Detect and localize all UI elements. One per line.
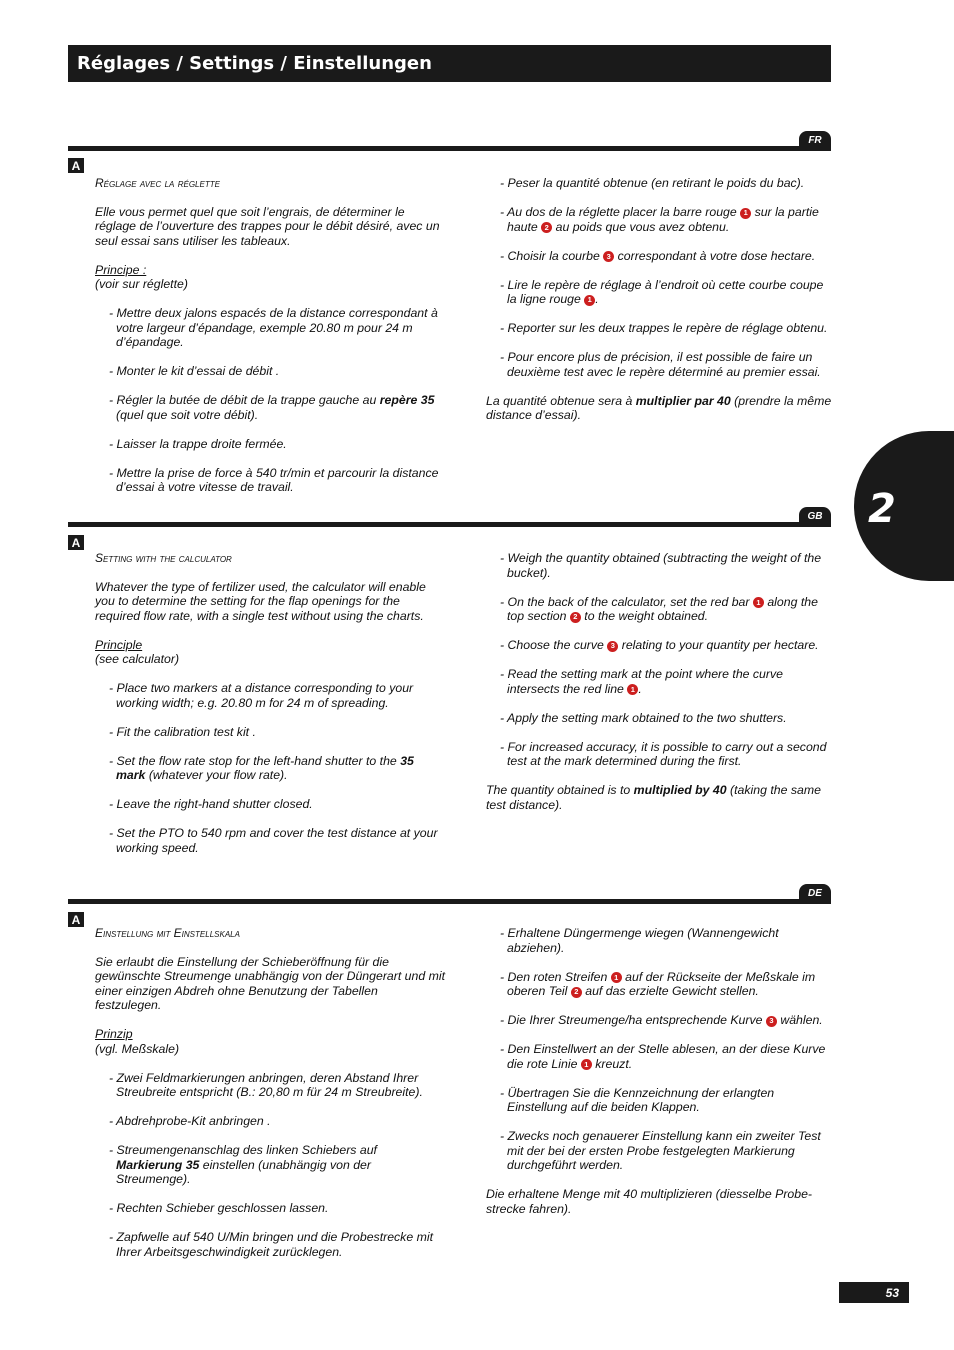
badge-3-icon: 3	[766, 1016, 777, 1027]
gb-step-5: - Set the PTO to 540 rpm and cover the test distance at your working speed.	[109, 826, 438, 855]
gb-conclusion: The quantity obtained is to multiplied by 40 (taking the same test distance).	[486, 783, 821, 812]
badge-2-icon: 2	[570, 612, 581, 623]
badge-1-icon: 1	[740, 208, 751, 219]
de-step-2: - Abdrehprobe-Kit anbringen .	[109, 1114, 271, 1128]
fr-intro: Elle vous permet quel que soit l’engrais, de déterminer le réglage de l’ouverture des trappes pour le débit désiré, avec un seul essai sans utiliser les tableaux.	[95, 204, 440, 248]
fr-step-2: - Monter le kit d’essai de débit .	[109, 364, 280, 378]
section-rule-gb	[68, 522, 831, 527]
gb-intro: Whatever the type of fertilizer used, the calculator will enable you to determine the setting for the flap openings for the required flow rate, with a single test without using the charts.	[95, 579, 426, 623]
de-rstep-5: - Übertragen Sie die Kennzeichnung der erlangten Einstellung auf die beiden Klappen.	[500, 1085, 775, 1114]
badge-3-icon: 3	[607, 641, 618, 652]
fr-rstep-5: - Reporter sur les deux trappes le repère de réglage obtenu.	[500, 321, 828, 335]
badge-2-icon: 2	[571, 987, 582, 998]
page-header	[68, 45, 831, 82]
chapter-number: 2	[868, 486, 896, 532]
de-step-3: - Streumengenanschlag des linken Schiebers auf Markierung 35 einstellen (unabhängig von der Streumenge).	[109, 1143, 377, 1186]
gb-step-2: - Fit the calibration test kit .	[109, 724, 256, 739]
gb-rstep-5: - Apply the setting mark obtained to the two shutters.	[500, 710, 787, 725]
gb-rstep-3: - Choose the curve 3 relating to your quantity per hectare.	[500, 638, 819, 652]
badge-1-icon: 1	[584, 295, 595, 306]
badge-3-icon: 3	[603, 251, 614, 262]
badge-1-icon: 1	[581, 1059, 592, 1070]
gb-rstep-6: - For increased accuracy, it is possible to carry out a second test at the mark determined during the first.	[500, 739, 827, 768]
gb-rstep-4: - Read the setting mark at the point where the curve intersects the red line 1 .	[500, 667, 783, 696]
gb-step-3: - Set the flow rate stop for the left-hand shutter to the 35 mark (whatever your flow rate).	[109, 753, 414, 782]
de-right-column	[486, 926, 836, 1231]
section-marker-fr: A	[68, 158, 84, 173]
fr-step-3: - Régler la butée de débit de la trappe gauche au repère 35 (quel que soit votre débit).	[109, 393, 435, 422]
fr-step-4: - Laisser la trappe droite fermée.	[109, 436, 287, 451]
gb-rstep-2: - On the back of the calculator, set the red bar 1 along the top section 2 to the weight obtained.	[500, 594, 818, 623]
gb-step-1: - Place two markers at a distance corresponding to your working width; e.g. 20.80 m for 24 m of spreading.	[109, 681, 414, 710]
gb-principle: Principle (see calculator)	[95, 637, 180, 666]
de-rstep-1: - Erhaltene Düngermenge wiegen (Wannengewicht abziehen).	[500, 926, 779, 955]
section-rule-de	[68, 899, 831, 904]
de-principle: Prinzip (vgl. Meßskale)	[95, 1027, 180, 1056]
de-section-title: Einstellung mit Einstellskala	[95, 926, 240, 940]
gb-step-4: - Leave the right-hand shutter closed.	[109, 797, 313, 811]
gb-section-title: Setting with the calculator	[95, 551, 232, 565]
badge-2-icon: 2	[541, 222, 552, 233]
fr-rstep-4: - Lire le repère de réglage à l’endroit où cette courbe coupe la ligne rouge 1 .	[500, 277, 824, 306]
page-number: 53	[839, 1282, 909, 1303]
fr-rstep-3: - Choisir la courbe 3 correspondant à votre dose hectare.	[500, 248, 816, 263]
gb-right-column	[486, 551, 836, 827]
badge-1-icon: 1	[753, 597, 764, 608]
de-rstep-6: - Zwecks noch genauerer Einstellung kann ein zweiter Test mit der bei der ersten Probe festgelegten Markierung durchgeführt werden.	[500, 1129, 821, 1172]
fr-conclusion: La quantité obtenue sera à multiplier par 40 (prendre la même distance d’essai).	[486, 393, 832, 422]
de-conclusion: Die erhaltene Menge mit 40 multiplizieren (diesselbe Probe-strecke fahren).	[486, 1187, 813, 1216]
fr-right-column	[486, 176, 836, 437]
section-rule-fr	[68, 146, 831, 151]
fr-rstep-1: - Peser la quantité obtenue (en retirant le poids du bac).	[500, 176, 805, 190]
de-intro: Sie erlaubt die Einstellung der Schieberöffnung für die gewünschte Streumenge unabhängig von der Düngerart und mit einer einzigen Abdreh ohne Benutzung der Tabellen festzulegen.	[95, 954, 446, 1012]
lang-tab-gb: GB	[799, 507, 831, 526]
section-marker-de: A	[68, 912, 84, 927]
de-rstep-4: - Den Einstellwert an der Stelle ablesen, an der diese Kurve die rote Linie 1 kreuzt.	[500, 1042, 826, 1071]
fr-step-1: - Mettre deux jalons espacés de la distance correspondant à votre largeur d’épandage, exemple 20.80 m pour 24 m d’épandage.	[109, 306, 438, 349]
de-step-5: - Zapfwelle auf 540 U/Min bringen und die Probestrecke mit Ihrer Arbeitsgeschwindigkeit zurücklegen.	[109, 1230, 433, 1259]
badge-1-icon: 1	[627, 684, 638, 695]
fr-rstep-2: - Au dos de la réglette placer la barre rouge 1 sur la partie haute 2 au poids que vous avez obtenu.	[500, 205, 819, 234]
de-left-column	[95, 926, 445, 1274]
de-rstep-3: - Die Ihrer Streumenge/ha entsprechende Kurve 3 wählen.	[500, 1013, 823, 1027]
fr-rstep-6: - Pour encore plus de précision, il est possible de faire un deuxième test avec le repère déterminé au premier essai.	[500, 350, 821, 379]
header-title: Réglages / Settings / Einstellungen	[77, 53, 432, 74]
gb-rstep-1: - Weigh the quantity obtained (subtracting the weight of the bucket).	[500, 551, 822, 580]
de-step-1: - Zwei Feldmarkierungen anbringen, deren Abstand Ihrer Streubreite entspricht (B.: 20,80 m für 24 m Streubreite).	[109, 1070, 423, 1099]
lang-tab-de: DE	[799, 884, 831, 903]
gb-left-column	[95, 551, 445, 870]
fr-section-title: Réglage avec la réglette	[95, 176, 220, 190]
fr-left-column	[95, 176, 445, 509]
de-rstep-2: - Den roten Streifen 1 auf der Rückseite der Meßskale im oberen Teil 2 auf das erzielte Gewicht stellen.	[500, 969, 816, 998]
lang-tab-fr: FR	[799, 131, 831, 150]
section-marker-gb: A	[68, 535, 84, 550]
badge-1-icon: 1	[611, 972, 622, 983]
fr-principle: Principe : (voir sur réglette)	[95, 262, 188, 291]
fr-step-5: - Mettre la prise de force à 540 tr/min et parcourir la distance d’essai à votre vitesse de travail.	[109, 465, 439, 494]
de-step-4: - Rechten Schieber geschlossen lassen.	[109, 1201, 329, 1215]
